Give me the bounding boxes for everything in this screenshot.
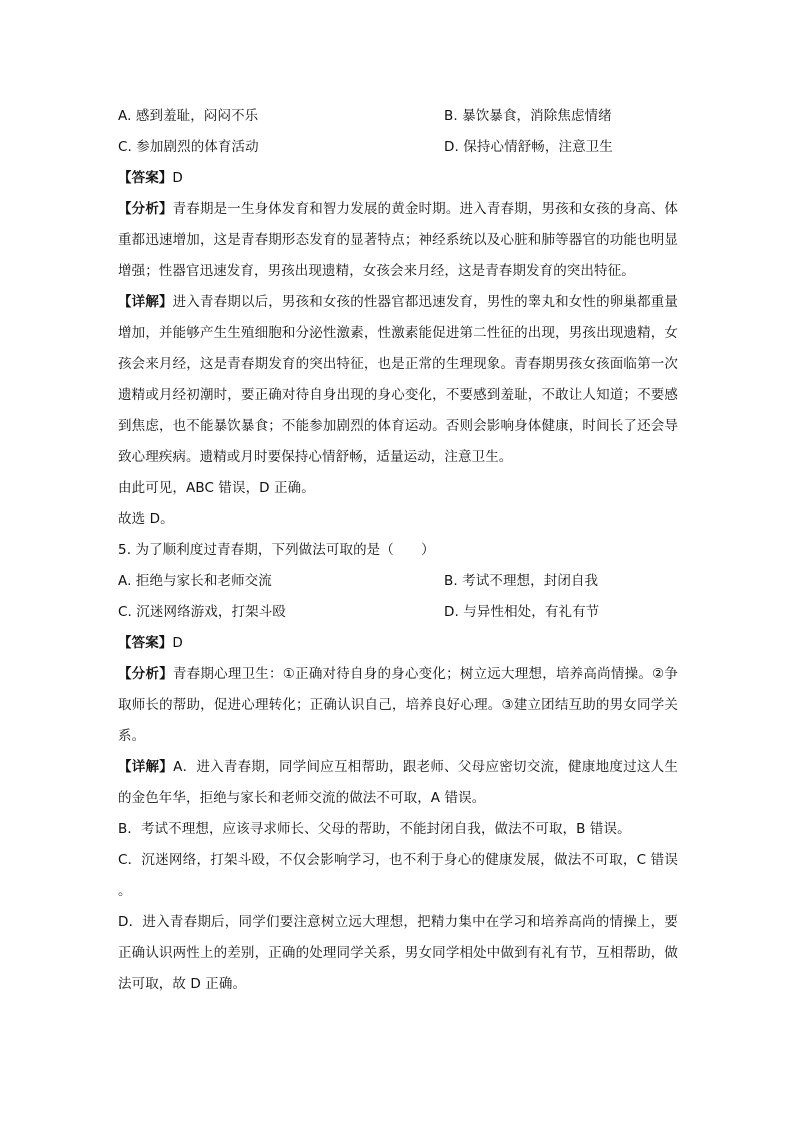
q5-answer	[118, 628, 678, 659]
q5-answer-value: D	[172, 635, 183, 651]
q4-option-b: B. 暴饮暴食，消除焦虑情绪	[444, 108, 612, 124]
q4-detail-tag: 【详解】	[118, 294, 173, 310]
q5-options-row-2	[118, 597, 678, 628]
q4-options-row-2	[118, 132, 678, 163]
q4-option-a: A. 感到羞耻，闷闷不乐	[118, 108, 259, 124]
q5-analysis-text: 青春期心理卫生：①正确对待自身的身心变化；树立远大理想，培养高尚情操。②争取师长的帮助，促进心理转化；正确认识自己，培养良好心理。③建立团结互助的男女同学关系。	[118, 666, 678, 744]
q5-options-row-1	[118, 566, 678, 597]
q5-option-d: D. 与异性相处，有礼有节	[444, 604, 600, 620]
q4-option-c: C. 参加剧烈的体育活动	[118, 139, 259, 155]
q5-detail-a	[118, 752, 678, 814]
content-column	[118, 101, 678, 1000]
q4-detail	[118, 287, 678, 473]
q5-stem: 5. 为了顺利度过青春期，下列做法可取的是（ ）	[118, 542, 435, 558]
q4-option-d: D. 保持心情舒畅，注意卫生	[444, 139, 613, 155]
q5-detail-b: B．考试不理想，应该寻求师长、父母的帮助，不能封闭自我，做法不可取，B 错误。	[118, 821, 631, 837]
q4-options-row-1	[118, 101, 678, 132]
q4-detail-text: 进入青春期以后，男孩和女孩的性器官都迅速发育，男性的睾丸和女性的卵巢都重量增加，并能够产生生殖细胞和分泌性激素，性激素能促进第二性征的出现，男孩出现遗精，女孩会来月经，这是青春期发育的突出特征，也是正常的生理现象。青春期男孩女孩面临第一次遗精或月经初潮时，要正确对待自身出现的身心变化，不要感到羞耻，不敢让人知道；不要感到焦虑，也不能暴饮暴食；不能参加剧烈的体育运动。否则会影响身体健康，时间长了还会导致心理疾病。遗精或月时要保持心情舒畅，适量运动，注意卫生。	[118, 294, 678, 465]
q5-answer-tag: 【答案】	[118, 635, 173, 651]
q4-conclusion: 由此可见，ABC 错误，D 正确。	[118, 480, 315, 496]
q5-option-b: B. 考试不理想，封闭自我	[444, 573, 599, 589]
q5-analysis-tag: 【分析】	[118, 666, 173, 682]
q4-choice: 故选 D。	[118, 511, 174, 527]
q5-detail-a-text: A．进入青春期，同学间应互相帮助，跟老师、父母应密切交流，健康地度过这人生的金色年华，拒绝与家长和老师交流的做法不可取，A 错误。	[118, 759, 679, 806]
q4-analysis-text: 青春期是一生身体发育和智力发展的黄金时期。进入青春期，男孩和女孩的身高、体重都迅速增加，这是青春期形态发育的显著特点；神经系统以及心脏和肺等器官的功能也明显增强；性器官迅速发育，男孩出现遗精，女孩会来月经，这是青春期发育的突出特征。	[118, 201, 678, 279]
q5-detail-tag: 【详解】	[118, 759, 174, 775]
q5-option-c: C. 沉迷网络游戏，打架斗殴	[118, 604, 286, 620]
q4-answer-tag: 【答案】	[118, 170, 173, 186]
q5-analysis	[118, 659, 678, 752]
q4-answer	[118, 163, 678, 194]
q4-analysis-tag: 【分析】	[118, 201, 173, 217]
q5-option-a: A. 拒绝与家长和老师交流	[118, 573, 272, 589]
q4-analysis	[118, 194, 678, 287]
q5-detail-c: C．沉迷网络，打架斗殴，不仅会影响学习，也不利于身心的健康发展，做法不可取，C 错误。	[118, 852, 678, 899]
q5-detail-d: D．进入青春期后，同学们要注意树立远大理想，把精力集中在学习和培养高尚的情操上，要正确认识两性上的差别，正确的处理同学关系，男女同学相处中做到有礼有节，互相帮助，做法可取，故 D 正确。	[118, 914, 678, 992]
q4-answer-value: D	[172, 170, 183, 186]
